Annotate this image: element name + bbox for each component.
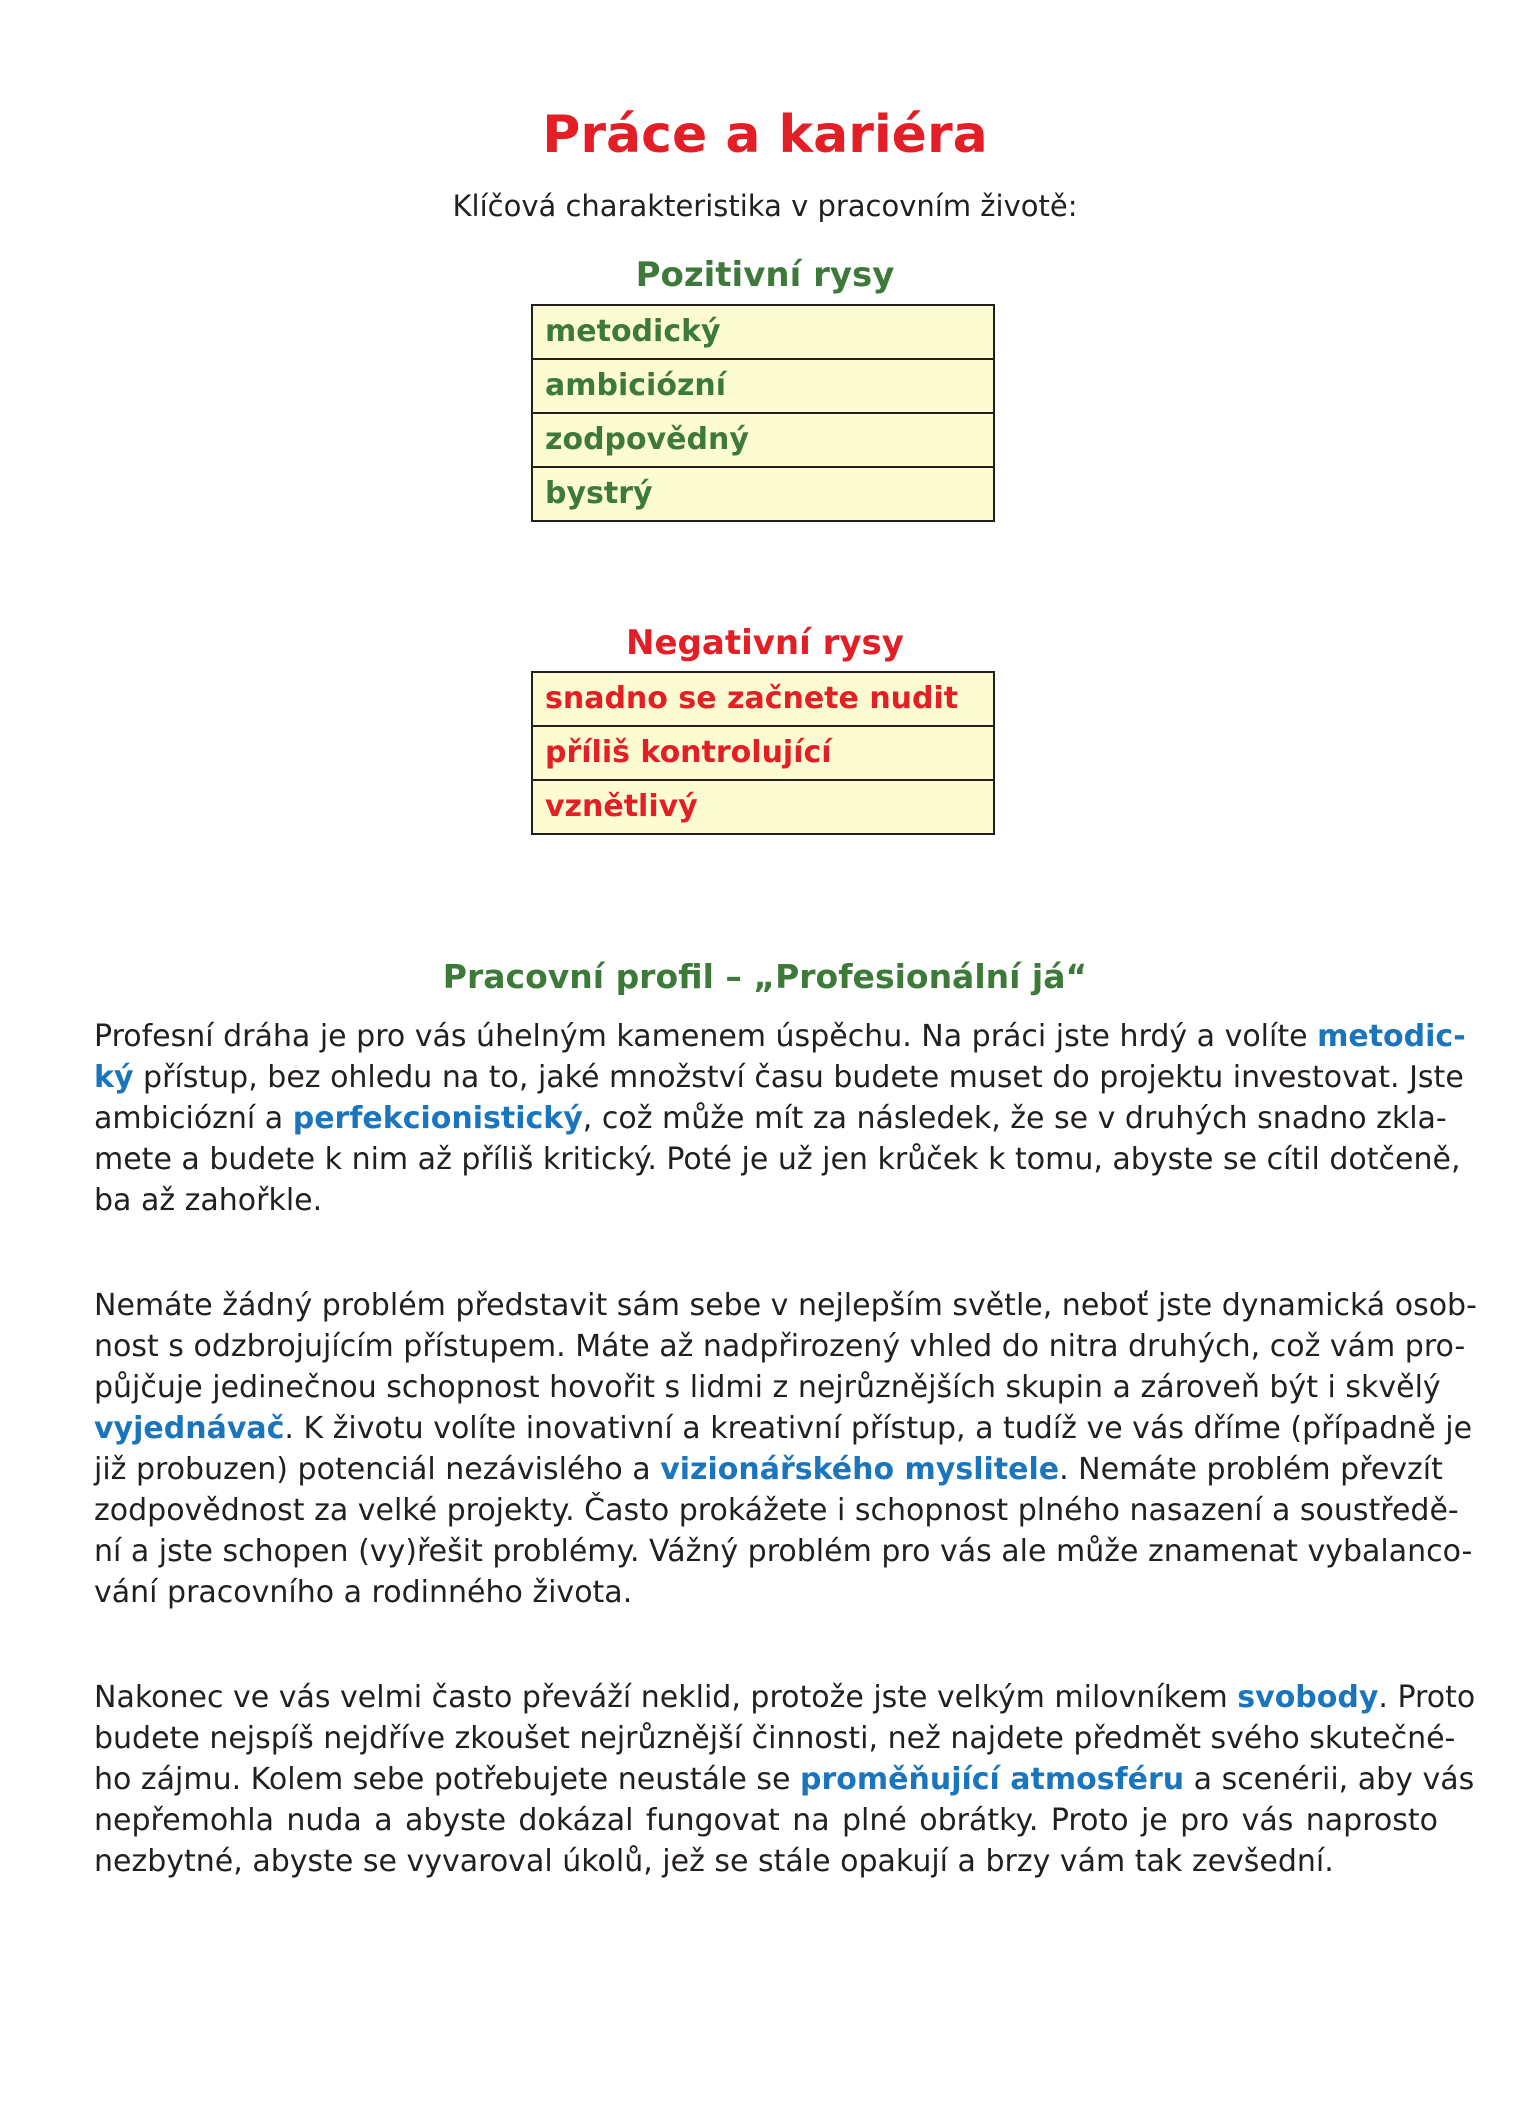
highlight-text: vizionářského myslitele bbox=[660, 1452, 1060, 1487]
text-run: Nakonec ve vás velmi často převáží neklid, protože jste velkým milovníkem bbox=[94, 1680, 1238, 1715]
paragraph-line: mete a budete k nim až příliš kritický. Poté je už jen krůček k tomu, abyste se cítil dotčeně, bbox=[94, 1142, 1461, 1177]
paragraph-line bbox=[94, 1016, 1466, 1057]
paragraph-line: vání pracovního a rodinného života. bbox=[94, 1575, 633, 1610]
paragraph-line bbox=[94, 1408, 1473, 1449]
paragraph-line: budete nejspíš nejdříve zkoušet nejrůznější činnosti, než najdete předmět svého skutečné- bbox=[94, 1721, 1456, 1756]
negative-trait-row: příliš kontrolující bbox=[533, 727, 993, 781]
text-run: . K životu volíte inovativní a kreativní přístup, a tudíž ve vás dříme (případně je bbox=[284, 1411, 1473, 1446]
positive-trait-row: bystrý bbox=[545, 476, 653, 511]
paragraph-line: nost s odzbrojujícím přístupem. Máte až nadpřirozený vhled do nitra druhých, což vám pro- bbox=[94, 1329, 1466, 1364]
negative-traits-heading: Negativní rysy bbox=[626, 623, 904, 663]
text-run: již probuzen) potenciál nezávislého a bbox=[94, 1452, 661, 1487]
text-run: . Proto bbox=[1378, 1680, 1476, 1715]
negative-trait-row: snadno se začnete nudit bbox=[533, 673, 993, 727]
positive-traits-heading: Pozitivní rysy bbox=[635, 255, 895, 295]
highlight-text: perfekcionistický bbox=[292, 1101, 583, 1136]
paragraph-line: půjčuje jedinečnou schopnost hovořit s lidmi z nejrůznějších skupin a zároveň být i skvělý bbox=[94, 1370, 1441, 1405]
highlight-text: proměňující atmosféru bbox=[800, 1762, 1185, 1797]
paragraph-line: nezbytné, abyste se vyvaroval úkolů, jež se stále opakují a brzy vám tak zevšední. bbox=[94, 1844, 1334, 1879]
paragraph-line bbox=[94, 1098, 1447, 1139]
highlight-text: vyjednávač bbox=[94, 1411, 285, 1446]
paragraph-line bbox=[94, 1057, 1464, 1098]
highlight-text: svobody bbox=[1237, 1680, 1379, 1715]
profile-paragraph-1 bbox=[94, 1016, 1466, 1221]
page-title: Práce a kariéra bbox=[542, 105, 988, 165]
paragraph-line: ba až zahořkle. bbox=[94, 1183, 323, 1218]
text-run: a scenérii, aby vás bbox=[1184, 1762, 1475, 1797]
text-run: ambiciózní a bbox=[94, 1101, 293, 1136]
positive-trait-row: ambiciózní bbox=[533, 360, 993, 414]
paragraph-line bbox=[94, 1449, 1443, 1490]
paragraph-line bbox=[94, 1759, 1475, 1800]
page-subtitle: Klíčová charakteristika v pracovním životě: bbox=[452, 189, 1078, 223]
text-run: přístup, bez ohledu na to, jaké množství času budete muset do projektu investovat. Jste bbox=[133, 1060, 1464, 1095]
highlight-text: metodic- bbox=[1317, 1019, 1466, 1054]
text-run: ho zájmu. Kolem sebe potřebujete neustále se bbox=[94, 1762, 800, 1797]
positive-trait-row: metodický bbox=[533, 306, 993, 360]
profile-heading: Pracovní profil – „Profesionální já“ bbox=[442, 957, 1088, 996]
text-run: . Nemáte problém převzít bbox=[1059, 1452, 1443, 1487]
text-run: Profesní dráha je pro vás úhelným kamenem úspěchu. Na práci jste hrdý a volíte bbox=[94, 1019, 1318, 1054]
highlight-text: ký bbox=[94, 1060, 134, 1095]
negative-traits-table bbox=[531, 671, 995, 835]
paragraph-line: Nemáte žádný problém představit sám sebe v nejlepším světle, neboť jste dynamická osob- bbox=[94, 1288, 1477, 1323]
paragraph-line: ní a jste schopen (vy)řešit problémy. Vážný problém pro vás ale může znamenat vybalanco- bbox=[94, 1534, 1473, 1569]
profile-paragraph-2 bbox=[94, 1285, 1477, 1613]
paragraph-line: nepřemohla nuda a abyste dokázal fungovat na plné obrátky. Proto je pro vás naprosto bbox=[94, 1803, 1438, 1838]
positive-trait-row: zodpovědný bbox=[533, 414, 993, 468]
negative-trait-row: vznětlivý bbox=[545, 789, 698, 824]
profile-paragraph-3 bbox=[94, 1677, 1476, 1882]
paragraph-line: zodpovědnost za velké projekty. Často prokážete i schopnost plného nasazení a soustředě- bbox=[94, 1493, 1459, 1528]
positive-traits-table bbox=[531, 304, 995, 522]
paragraph-line bbox=[94, 1677, 1476, 1718]
text-run: , což může mít za následek, že se v druhých snadno zkla- bbox=[582, 1101, 1447, 1136]
